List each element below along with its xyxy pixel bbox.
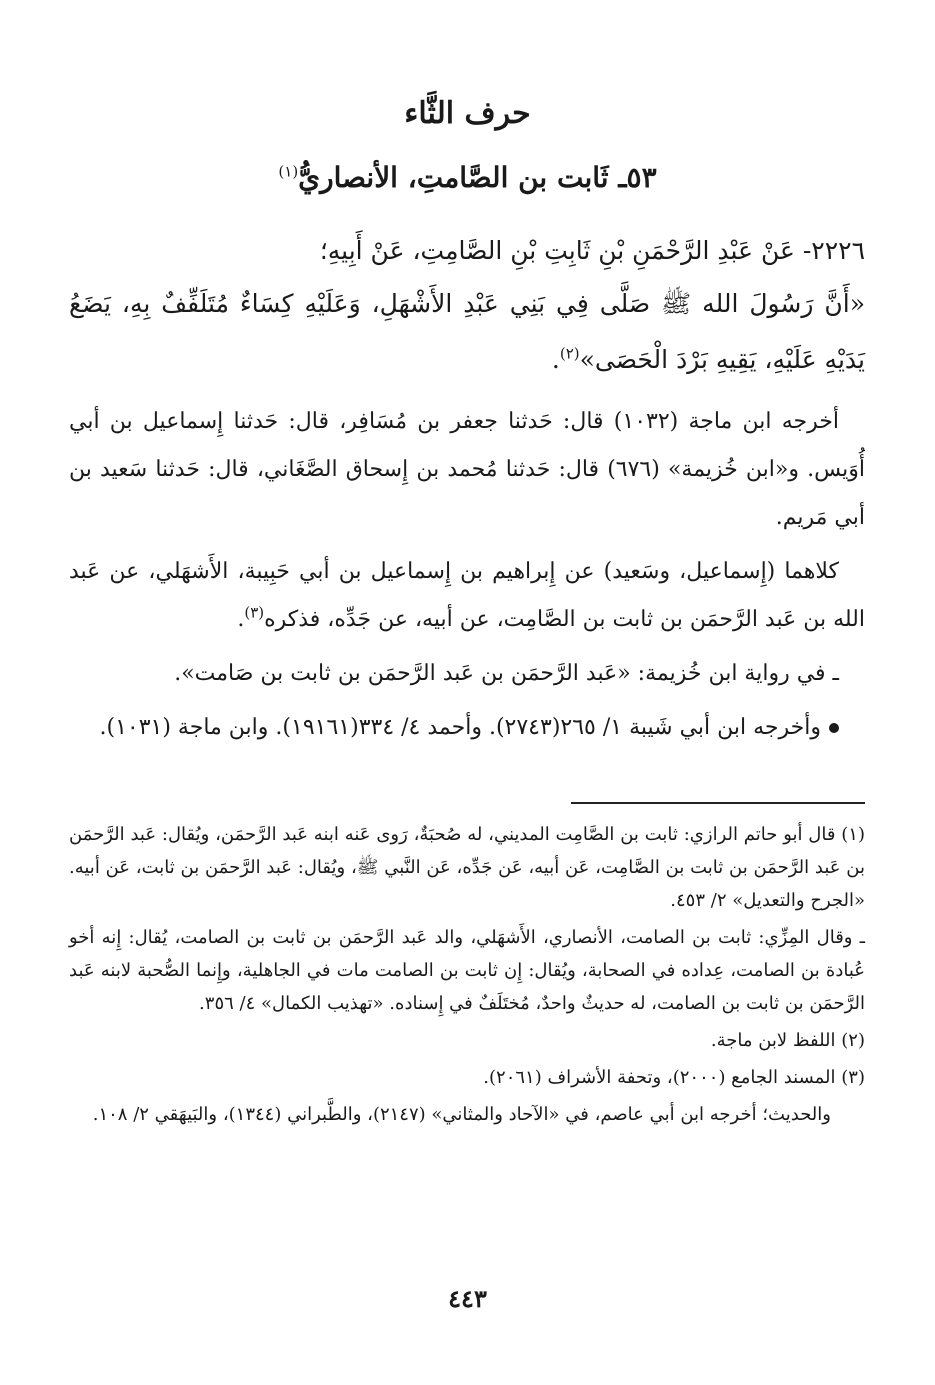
hadith-footnote-ref: (٢) [559, 344, 580, 363]
other-sources-text: وأخرجه ابن أبي شَيبة ١/ ٢٦٥(٢٧٤٣). وأحمد ٤/ ٣٣٤(١٩١٦١). وابن ماجة (١٠٣١). [99, 715, 821, 740]
footnote-1-continuation: ـ وقال المِزِّي: ثابت بن الصامت، الأنصاري، الأَشهَلي، والد عَبد الرَّحمَن بن ثابت بن الصامت، يُقال: إِنه أخو عُبادة بن الصامت، عِداده في الصحابة، ويُقال: إِن ثابت بن الصامت مات في الجاهلية، وإِنما الصُّحبة لابنه عَبد الرَّحمَن بن ثابت بن الصامت، له حديثٌ واحدٌ، مُختَلَفٌ في إِسناده. «تهذيب الكمال» ٤/ ٣٥٦. [69, 927, 865, 1014]
takhrij-footnote-ref: (٣) [244, 603, 265, 622]
hadith-body: «أَنَّ رَسُولَ الله ﷺ صَلَّى فِي بَنِي عَبْدِ الأَشْهَلِ، وَعَلَيْهِ كِسَاءٌ مُتَلَفِّفٌ بِهِ، يَضَعُ يَدَيْهِ عَلَيْهِ، يَقِيهِ بَرْدَ الْحَصَى» [69, 289, 865, 374]
narrator-title [0, 156, 935, 200]
hadith-text: «أَنَّ رَسُولَ الله ﷺ صَلَّى فِي بَنِي عَبْدِ الأَشْهَلِ، وَعَلَيْهِ كِسَاءٌ مُتَلَفِّفٌ بِهِ، يَضَعُ يَدَيْهِ عَلَيْهِ، يَقِيهِ بَرْدَ الْحَصَى»$^{(٢)}$. [69, 289, 865, 374]
narrator-footnote-ref: (١) [278, 162, 299, 181]
bullet-icon [829, 723, 839, 733]
narrator-name: ٥٣ـ ثَابت بن الصَّامتِ، الأنصاريُّ [298, 161, 657, 194]
chapter-title: حرف الثَّاء [404, 96, 531, 131]
takhrij-paragraph-2-text: كلاهما (إِسماعيل، وسَعيد) عن إِبراهيم بن إِسماعيل بن أبي حَبِيبة، الأَشهَلي، عن عَبد الله بن عَبد الرَّحمَن بن ثابت بن الصَّامِت، عن أبيه، عن جَدِّه، فذكره [69, 559, 865, 632]
footnote-3: (٣) المسند الجامع (٢٠٠٠)، وتحفة الأشراف (٢٠٦١). [483, 1067, 865, 1088]
takhrij-paragraph-2: كلاهما (إِسماعيل، وسَعيد) عن إِبراهيم بن إِسماعيل بن أبي حَبِيبة، الأَشهَلي، عن عَبد الله بن عَبد الرَّحمَن بن ثابت بن الصَّامِت، عن أبيه، عن جَدِّه، فذكره$^{(٣)}$. [69, 559, 865, 632]
footnote-3-continuation: والحديث؛ أخرجه ابن أبي عاصم، في «الآحاد والمثاني» (٢١٤٧)، والطَّبراني (١٣٤٤)، والبَيهَقي ٢/ ١٠٨. [92, 1104, 831, 1125]
footnote-2: (٢) اللفظ لابن ماجة. [710, 1030, 865, 1051]
footnote-1: (١) قال أبو حاتم الرازي: ثابت بن الصَّامِت المديني، له صُحبَةٌ، رَوى عَنه ابنه عَبد الرَّحمَن، ويُقال: عَبد الرَّحمَن بن عَبد الرَّحمَن بن ثابت بن الصَّامِت، عَن أبيه، عَن جَدِّه، عَن النَّبي ﷺ، ويُقال: عَبد الرَّحمَن بن ثابت، عَن أبيه. «الجرح والتعديل» ٢/ ٤٥٣. [69, 824, 865, 911]
takhrij-paragraph-1: أخرجه ابن ماجة (١٠٣٢) قال: حَدثنا جعفر بن مُسَافِر، قال: حَدثنا إِسماعيل بن أبي أُوَيس. و«ابن خُزيمة» (٦٧٦) قال: حَدثنا مُحمد بن إِسحاق الصَّغَاني، قال: حَدثنا سَعيد بن أبي مَريم. [69, 409, 865, 530]
hadith-number-line: ٢٢٢٦- عَنْ عَبْدِ الرَّحْمَنِ بْنِ ثَابِتِ بْنِ الصَّامِتِ، عَنْ أَبِيهِ؛ [319, 236, 865, 265]
other-sources [69, 704, 865, 752]
variant-note: ـ في رواية ابن خُزيمة: «عَبد الرَّحمَن بن عَبد الرَّحمَن بن ثابت بن صَامت». [174, 661, 839, 686]
page-number: ٤٤٣ [448, 1284, 487, 1313]
main-text [69, 226, 865, 758]
footnote-divider [571, 802, 865, 804]
footnotes [69, 818, 865, 1135]
